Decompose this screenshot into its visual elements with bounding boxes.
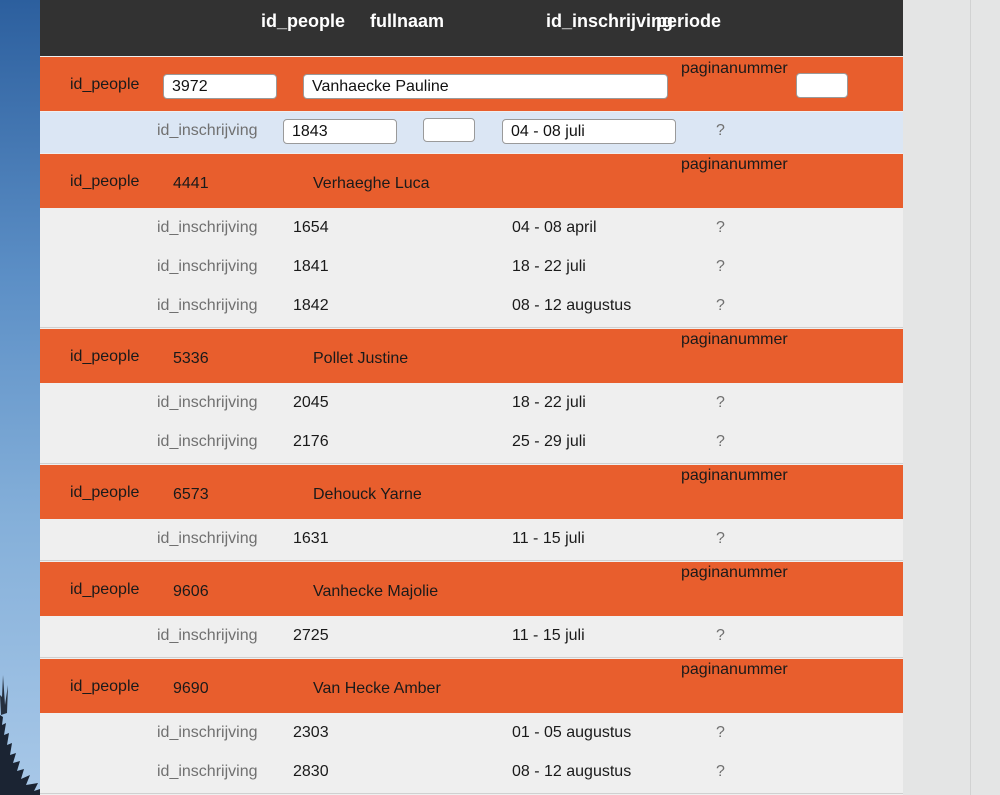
periode-value: 08 - 12 augustus: [512, 297, 632, 314]
paginanummer-value: ?: [716, 297, 725, 314]
id-people-label: id_people: [70, 678, 140, 695]
id-inschrijving-value: 2045: [293, 394, 329, 411]
id-inschrijving-label: id_inschrijving: [157, 433, 258, 450]
id-people-label: id_people: [70, 484, 140, 501]
header-periode: periode: [656, 11, 722, 31]
tree-silhouette: [0, 655, 40, 795]
fullnaam-value: Verhaeghe Luca: [313, 175, 430, 192]
id-inschrijving-value: 2725: [293, 627, 329, 644]
id-people-value: 4441: [173, 175, 209, 192]
id-inschrijving-value: 2303: [293, 724, 329, 741]
id-inschrijving-label: id_inschrijving: [157, 763, 258, 780]
inschrijving-group: [40, 617, 903, 658]
id-inschrijving-value: 1842: [293, 297, 329, 314]
paginanummer-value: ?: [716, 627, 725, 644]
person-row[interactable]: [40, 659, 903, 713]
periode-value: 18 - 22 juli: [512, 258, 586, 275]
desktop-background: [0, 0, 40, 795]
id-inschrijving-value: 1631: [293, 530, 329, 547]
person-row[interactable]: [40, 465, 903, 519]
inschrijving-row[interactable]: [40, 287, 903, 326]
inschrijving-group: [40, 520, 903, 561]
id-inschrijving-label: id_inschrijving: [157, 258, 258, 275]
fullnaam-value: Dehouck Yarne: [313, 486, 422, 503]
paginanummer-label: paginanummer: [681, 564, 788, 581]
id-inschrijving-label: id_inschrijving: [157, 724, 258, 741]
periode-value: 08 - 12 augustus: [512, 763, 632, 780]
inschrijving-row[interactable]: [40, 617, 903, 656]
id-people-label: id_people: [70, 581, 140, 598]
inschrijving-row[interactable]: [40, 248, 903, 287]
paginanummer-value: ?: [716, 394, 725, 411]
fullnaam-value: Vanhecke Majolie: [313, 583, 439, 600]
id-inschrijving-label: id_inschrijving: [157, 394, 258, 411]
header-fullnaam: fullnaam: [370, 11, 445, 31]
id-people-value: 5336: [173, 350, 209, 367]
paginanummer-label: paginanummer: [681, 661, 788, 678]
paginanummer-value: ?: [716, 433, 725, 450]
fullnaam-value: Pollet Justine: [313, 350, 409, 367]
id-people-value: 9606: [173, 583, 209, 600]
inschrijving-row[interactable]: [40, 520, 903, 559]
id-inschrijving-value: 2176: [293, 433, 329, 450]
periode-value: 11 - 15 juli: [512, 530, 585, 547]
id-people-field[interactable]: 3972: [163, 74, 277, 99]
paginanummer-value: ?: [716, 530, 725, 547]
periode-field[interactable]: 04 - 08 juli: [502, 119, 676, 144]
periode-value: 04 - 08 april: [512, 219, 597, 236]
id-inschrijving-value: 1654: [293, 219, 329, 236]
fullnaam-value: Van Hecke Amber: [313, 680, 441, 697]
paginanummer-label: paginanummer: [681, 467, 788, 484]
id-inschrijving-label: id_inschrijving: [157, 122, 258, 139]
column-header: [40, 0, 903, 56]
person-row-edit[interactable]: [40, 57, 903, 111]
periode-value: 01 - 05 augustus: [512, 724, 632, 741]
person-row[interactable]: [40, 329, 903, 383]
inschrijving-row[interactable]: [40, 714, 903, 753]
row-divider: [40, 657, 903, 658]
inschrijving-group: [40, 384, 903, 464]
paginanummer-value: ?: [716, 763, 725, 780]
id-people-value: 9690: [173, 680, 209, 697]
inschrijving-extra-field[interactable]: [423, 118, 475, 142]
right-gap: [903, 0, 1000, 795]
paginanummer-value: ?: [716, 122, 725, 139]
fullnaam-field[interactable]: Vanhaecke Pauline: [303, 74, 668, 99]
header-id-inschrijving: id_inschrijving: [546, 11, 674, 31]
id-people-label: id_people: [70, 348, 140, 365]
periode-value: 25 - 29 juli: [512, 433, 586, 450]
person-row[interactable]: [40, 562, 903, 616]
paginanummer-label: paginanummer: [681, 331, 788, 348]
inschrijving-row[interactable]: [40, 753, 903, 792]
periode-value: 18 - 22 juli: [512, 394, 586, 411]
id-inschrijving-value: 2830: [293, 763, 329, 780]
id-people-label: id_people: [70, 76, 140, 93]
paginanummer-label: paginanummer: [681, 60, 788, 77]
records-list: [40, 0, 903, 795]
paginanummer-value: ?: [716, 724, 725, 741]
row-divider: [40, 463, 903, 464]
inschrijving-row[interactable]: [40, 209, 903, 248]
id-people-label: id_people: [70, 173, 140, 190]
inschrijving-group: [40, 714, 903, 794]
paginanummer-value: ?: [716, 219, 725, 236]
paginanummer-field[interactable]: [796, 73, 848, 98]
row-divider: [40, 560, 903, 561]
id-inschrijving-label: id_inschrijving: [157, 530, 258, 547]
id-inschrijving-label: id_inschrijving: [157, 297, 258, 314]
id-inschrijving-label: id_inschrijving: [157, 219, 258, 236]
person-row[interactable]: [40, 154, 903, 208]
row-divider: [40, 793, 903, 794]
row-divider: [40, 327, 903, 328]
paginanummer-label: paginanummer: [681, 156, 788, 173]
id-people-value: 6573: [173, 486, 209, 503]
inschrijving-row-edit[interactable]: [40, 112, 903, 153]
header-id-people: id_people: [261, 11, 346, 31]
inschrijving-group: [40, 209, 903, 328]
inschrijving-row[interactable]: [40, 384, 903, 423]
id-inschrijving-label: id_inschrijving: [157, 627, 258, 644]
inschrijving-row[interactable]: [40, 423, 903, 462]
periode-value: 11 - 15 juli: [512, 627, 585, 644]
paginanummer-value: ?: [716, 258, 725, 275]
panel-divider: [970, 0, 971, 795]
id-inschrijving-value: 1841: [293, 258, 329, 275]
id-inschrijving-field[interactable]: 1843: [283, 119, 397, 144]
